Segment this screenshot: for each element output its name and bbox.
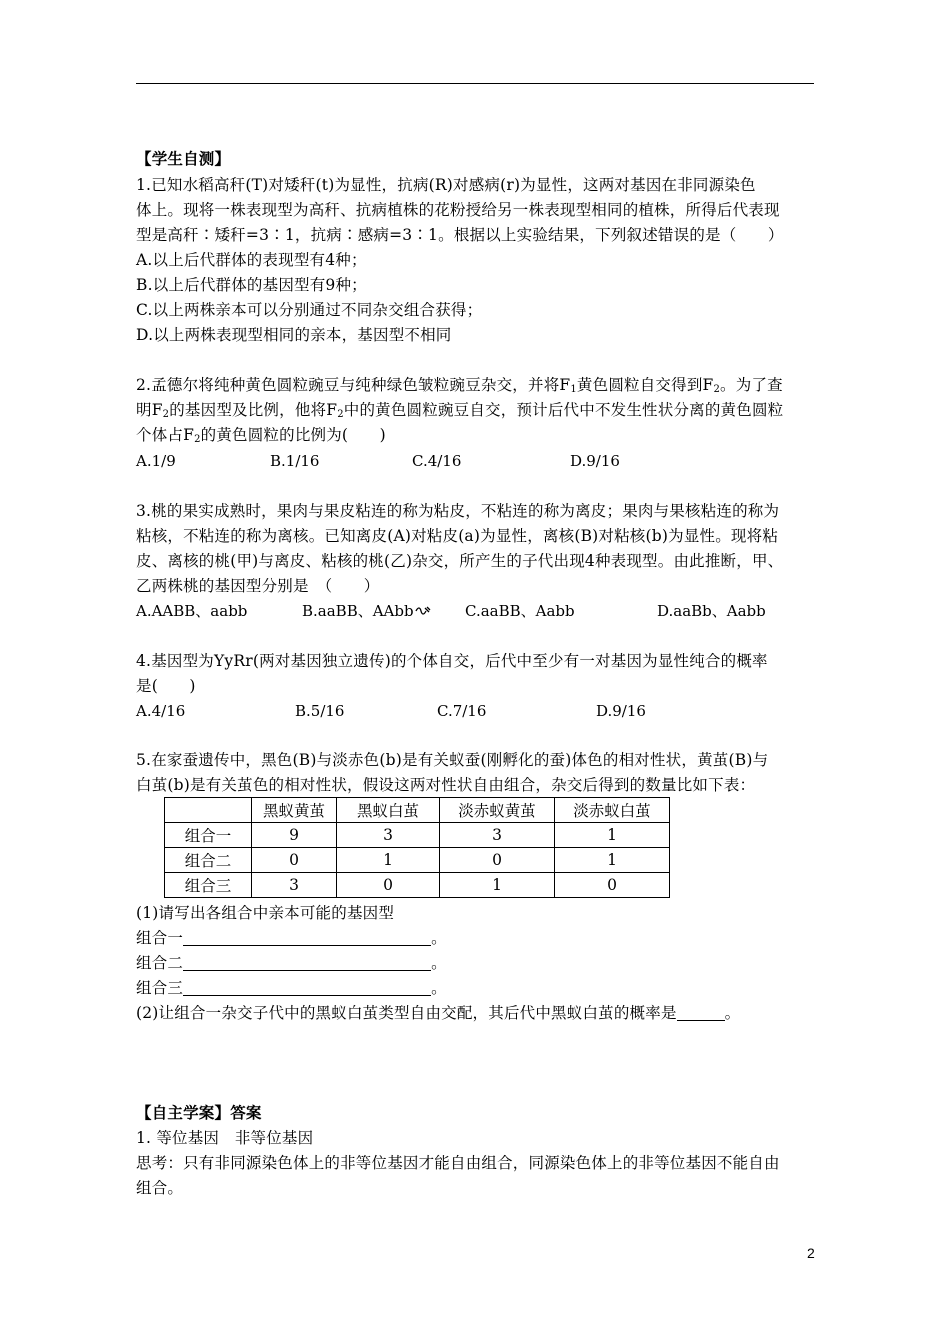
table-row bbox=[165, 823, 670, 848]
q1-option-d: D.以上两株表现型相同的亲本，基因型不相同 bbox=[136, 326, 452, 344]
q4-line-1: 4.基因型为YyRr(两对基因独立遗传)的个体自交，后代中至少有一对基因为显性纯合的概率 bbox=[136, 652, 768, 670]
q4-option-b: B.5/16 bbox=[295, 702, 345, 720]
q3-line-1: 3.桃的果实成熟时，果肉与果皮粘连的称为粘皮，不粘连的称为离皮；果肉与果核粘连的称为 bbox=[136, 502, 780, 520]
table-cell: 0 bbox=[555, 873, 670, 898]
table-cell: 9 bbox=[252, 823, 337, 848]
page-number: 2 bbox=[807, 1245, 815, 1261]
answer-blank[interactable] bbox=[183, 929, 431, 946]
table-header-cell: 淡赤蚁白茧 bbox=[555, 798, 670, 823]
q4-option-a: A.4/16 bbox=[136, 702, 186, 720]
q3-line-4: 乙两株桃的基因型分别是 （ ） bbox=[136, 577, 380, 595]
table-header-row bbox=[165, 798, 670, 823]
q4-line-2: 是( ) bbox=[136, 677, 196, 695]
table-cell: 1 bbox=[555, 823, 670, 848]
answer-blank[interactable] bbox=[183, 979, 431, 996]
section-heading-answers: 【自主学案】答案 bbox=[136, 1104, 262, 1122]
table-cell: 0 bbox=[252, 848, 337, 873]
q1-line-1: 1.已知水稻高秆(T)对矮秆(t)为显性，抗病(R)对感病(r)为显性，这两对基因在非同源染色 bbox=[136, 176, 756, 194]
q3-option-a: A.AABB、aabb bbox=[136, 602, 248, 620]
q4-option-d: D.9/16 bbox=[596, 702, 646, 720]
table-cell: 0 bbox=[440, 848, 555, 873]
table-cell: 1 bbox=[440, 873, 555, 898]
answer-think-line-2: 组合。 bbox=[136, 1179, 184, 1197]
answer-think-line-1: 思考：只有非同源染色体上的非等位基因才能自由组合，同源染色体上的非等位基因不能自由 bbox=[136, 1154, 780, 1172]
header-rule bbox=[136, 83, 814, 84]
q2-option-c: C.4/16 bbox=[412, 452, 462, 470]
q2-line-2: 明$F_2$的基因型及比例，他将$F_2$中的黄色圆粒豌豆自交，预计后代中不发生性状分离的黄色圆粒 bbox=[136, 401, 784, 420]
q2-option-a: A.1/9 bbox=[136, 452, 176, 470]
answer-blank[interactable] bbox=[677, 1004, 725, 1021]
table-row bbox=[165, 873, 670, 898]
silkworm-ratio-table bbox=[164, 797, 670, 898]
table-header-cell: 黑蚁白茧 bbox=[337, 798, 440, 823]
q5-part-2-prompt: (2)让组合一杂交子代中的黑蚁白茧类型自由交配，其后代中黑蚁白茧的概率是 。 bbox=[136, 1004, 741, 1022]
table-header-cell bbox=[165, 798, 252, 823]
table-cell: 1 bbox=[337, 848, 440, 873]
q1-option-b: B.以上后代群体的基因型有9种； bbox=[136, 276, 367, 294]
q2-line-3: 个体占$F_2$的黄色圆粒的比例为( ) bbox=[136, 426, 386, 445]
q1-option-c: C.以上两株亲本可以分别通过不同杂交组合获得； bbox=[136, 301, 483, 319]
q1-line-3: 型是高秆∶矮秆=3∶1，抗病∶感病=3∶1。根据以上实验结果，下列叙述错误的是（ ） bbox=[136, 226, 784, 244]
q1-line-2: 体上。现将一株表现型为高秆、抗病植株的花粉授给另一株表现型相同的植株，所得后代表现 bbox=[136, 201, 780, 219]
q4-option-c: C.7/16 bbox=[437, 702, 487, 720]
q2-option-d: D.9/16 bbox=[570, 452, 620, 470]
q5-line-1: 5.在家蚕遗传中，黑色(B)与淡赤色(b)是有关蚁蚕(刚孵化的蚕)体色的相对性状，黄茧(B)与 bbox=[136, 751, 769, 769]
table-header-cell: 黑蚁黄茧 bbox=[252, 798, 337, 823]
table-header-cell: 淡赤蚁黄茧 bbox=[440, 798, 555, 823]
table-cell: 1 bbox=[555, 848, 670, 873]
answer-1: 1. 等位基因 非等位基因 bbox=[136, 1129, 314, 1147]
table-cell: 3 bbox=[252, 873, 337, 898]
q3-option-d: D.aaBb、Aabb bbox=[657, 602, 766, 620]
table-cell: 3 bbox=[337, 823, 440, 848]
table-row bbox=[165, 848, 670, 873]
q5-part-1-prompt: (1)请写出各组合中亲本可能的基因型 bbox=[136, 904, 395, 922]
q3-option-c: C.aaBB、Aabb bbox=[465, 602, 575, 620]
q2-line-1: 2.孟德尔将纯种黄色圆粒豌豆与纯种绿色皱粒豌豆杂交，并将$F_1$黄色圆粒自交得到$F_2$。为了查 bbox=[136, 376, 783, 395]
table-cell: 3 bbox=[440, 823, 555, 848]
table-cell: 0 bbox=[337, 873, 440, 898]
table-cell: 组合三 bbox=[165, 873, 252, 898]
table-cell: 组合二 bbox=[165, 848, 252, 873]
answer-blank[interactable] bbox=[183, 954, 431, 971]
table-cell: 组合一 bbox=[165, 823, 252, 848]
q2-option-b: B.1/16 bbox=[270, 452, 320, 470]
q3-line-2: 粘核，不粘连的称为离核。已知离皮(A)对粘皮(a)为显性，离核(B)对粘核(b)为显性。现将粘 bbox=[136, 527, 779, 545]
q5-combo-1-answer: 组合一 。 bbox=[136, 929, 447, 947]
q5-combo-3-answer: 组合三 。 bbox=[136, 979, 447, 997]
q1-option-a: A.以上后代群体的表现型有4种； bbox=[136, 251, 367, 269]
q5-combo-2-answer: 组合二 。 bbox=[136, 954, 447, 972]
section-heading-self-test: 【学生自测】 bbox=[136, 150, 231, 168]
q3-line-3: 皮、离核的桃(甲)与离皮、粘核的桃(乙)杂交，所产生的子代出现4种表现型。由此推断，甲、 bbox=[136, 552, 784, 570]
decorative-squiggle-icon bbox=[415, 605, 431, 617]
q3-option-b: B.aaBB、AAbb bbox=[302, 599, 431, 623]
q5-line-2: 白茧(b)是有关茧色的相对性状，假设这两对性状自由组合，杂交后得到的数量比如下表： bbox=[136, 776, 756, 794]
